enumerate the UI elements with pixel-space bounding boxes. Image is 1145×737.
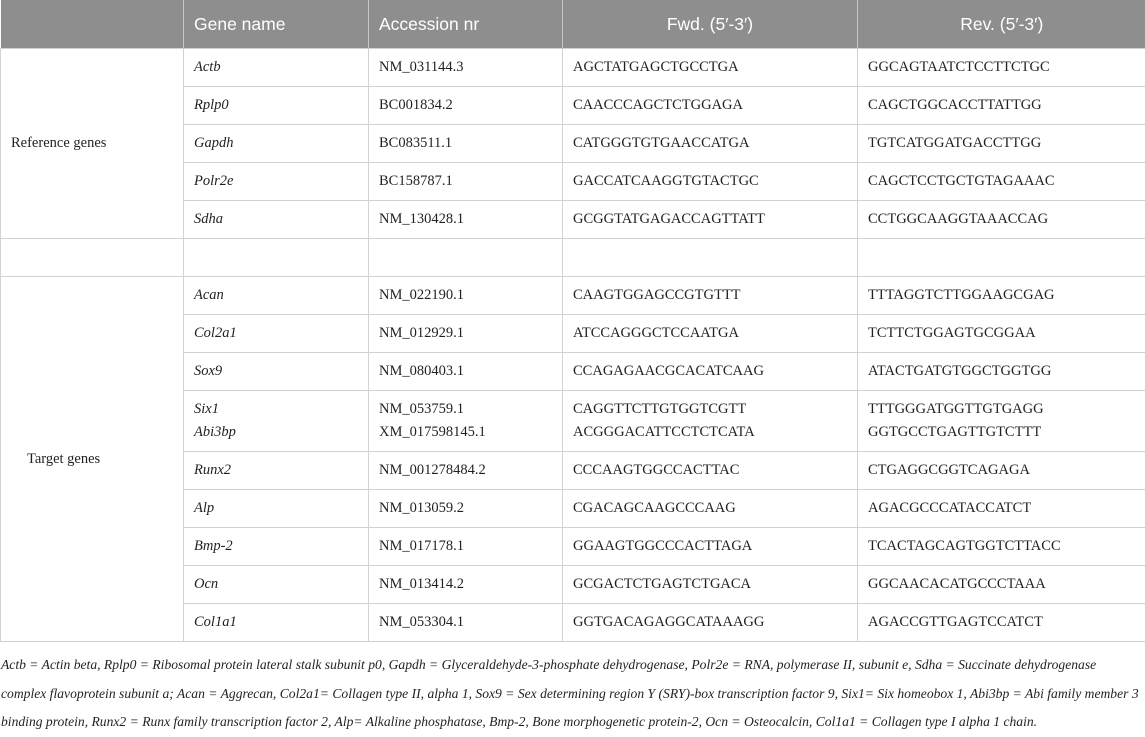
reverse-primer: TTTAGGTCTTGGAAGCGAG [858,277,1145,315]
accession-number: NM_013059.2 [369,490,563,528]
empty-cell [858,239,1145,277]
group-label-reference: Reference genes [1,49,184,239]
accession-number: NM_013414.2 [369,566,563,604]
gene-name: Abi3bp [194,424,236,440]
group-label-target: Target genes [1,277,184,642]
empty-cell [369,239,563,277]
forward-primer: CGACAGCAAGCCCAAG [563,490,858,528]
gene-name: Alp [184,490,369,528]
gene-name: Sox9 [184,353,369,391]
reverse-primer: CCTGGCAAGGTAAACCAG [858,201,1145,239]
header-group [1,0,184,49]
gene-name: Rplp0 [184,87,369,125]
gene-name: Polr2e [184,163,369,201]
reverse-primer: GGCAACACATGCCCTAAA [858,566,1145,604]
forward-primer: CAGGTTCTTGTGGTCGTT [573,401,747,417]
gene-name: Acan [184,277,369,315]
accession-number: BC158787.1 [369,163,563,201]
header-forward: Fwd. (5′-3′) [563,0,858,49]
spacer-row [1,239,1145,277]
accession-number: NM_053304.1 [369,604,563,642]
header-accession: Accession nr [369,0,563,49]
gene-name: Sdha [184,201,369,239]
forward-primer: AGCTATGAGCTGCCTGA [563,49,858,87]
reverse-primer: AGACGCCCATACCATCT [858,490,1145,528]
gene-name: Runx2 [184,452,369,490]
accession-number: NM_022190.1 [369,277,563,315]
forward-primer: CCAGAGAACGCACATCAAG [563,353,858,391]
header-gene-name: Gene name [184,0,369,49]
forward-primer: GGAAGTGGCCCACTTAGA [563,528,858,566]
table-row [1,49,1145,87]
forward-primer: CAACCCAGCTCTGGAGA [563,87,858,125]
reverse-primer: TCTTCTGGAGTGCGGAA [858,315,1145,353]
header-row [1,0,1145,49]
reverse-primer: GGCAGTAATCTCCTTCTGC [858,49,1145,87]
forward-primer: ACGGGACATTCCTCTCATA [573,424,755,440]
reverse-primer: TGTCATGGATGACCTTGG [858,125,1145,163]
gene-name: Bmp-2 [184,528,369,566]
reverse-primer: AGACCGTTGAGTCCATCT [858,604,1145,642]
empty-cell [563,239,858,277]
forward-primer: ATCCAGGGCTCCAATGA [563,315,858,353]
gene-name: Six1 [194,401,219,417]
reverse-primer-pair [858,391,1145,452]
reverse-primer: ATACTGATGTGGCTGGTGG [858,353,1145,391]
forward-primer: GCGGTATGAGACCAGTTATT [563,201,858,239]
forward-primer-pair [563,391,858,452]
accession-number: NM_017178.1 [369,528,563,566]
header-reverse: Rev. (5′-3′) [858,0,1145,49]
accession-number: NM_130428.1 [369,201,563,239]
gene-name: Col2a1 [184,315,369,353]
accession-number: BC083511.1 [369,125,563,163]
forward-primer: CAAGTGGAGCCGTGTTT [563,277,858,315]
reverse-primer: CTGAGGCGGTCAGAGA [858,452,1145,490]
table-footnote: Actb = Actin beta, Rplp0 = Ribosomal protein lateral stalk subunit p0, Gapdh = Glyceraldehyde-3-phosphate dehydrogenase, Polr2e = RNA, polymerase II, subunit e, Sdha = Succinate dehydrogenase complex flavoprotein subunit a; Acan = Aggrecan, Col2a1= Collagen type II, alpha 1, Sox9 = Sex determining region Y (SRY)-box transcription factor 9, Six1= Six homeobox 1, Abi3bp = Abi family member 3 binding protein, Runx2 = Runx family transcription factor 2, Alp= Alkaline phosphatase, Bmp-2, Bone morphogenetic protein-2, Ocn = Osteocalcin, Col1a1 = Collagen type I alpha 1 chain. [1,657,1139,729]
empty-cell [184,239,369,277]
forward-primer: GACCATCAAGGTGTACTGC [563,163,858,201]
reverse-primer: TCACTAGCAGTGGTCTTACC [858,528,1145,566]
gene-name: Ocn [184,566,369,604]
reverse-primer: CAGCTCCTGCTGTAGAAAC [858,163,1145,201]
accession-number: NM_080403.1 [369,353,563,391]
accession-number: NM_012929.1 [369,315,563,353]
accession-number: NM_053759.1 [379,401,464,417]
forward-primer: CATGGGTGTGAACCATGA [563,125,858,163]
table-row [1,277,1145,315]
empty-cell [1,239,184,277]
accession-number-pair [369,391,563,452]
accession-number: XM_017598145.1 [379,424,486,440]
reverse-primer: CAGCTGGCACCTTATTGG [858,87,1145,125]
gene-name: Actb [184,49,369,87]
gene-name: Col1a1 [184,604,369,642]
accession-number: NM_031144.3 [369,49,563,87]
forward-primer: CCCAAGTGGCCACTTAC [563,452,858,490]
forward-primer: GCGACTCTGAGTCTGACA [563,566,858,604]
forward-primer: GGTGACAGAGGCATAAAGG [563,604,858,642]
gene-name: Gapdh [184,125,369,163]
gene-name-pair [184,391,369,452]
reverse-primer: TTTGGGATGGTTGTGAGG [868,401,1044,417]
accession-number: NM_001278484.2 [369,452,563,490]
reverse-primer: GGTGCCTGAGTTGTCTTT [868,424,1042,440]
accession-number: BC001834.2 [369,87,563,125]
